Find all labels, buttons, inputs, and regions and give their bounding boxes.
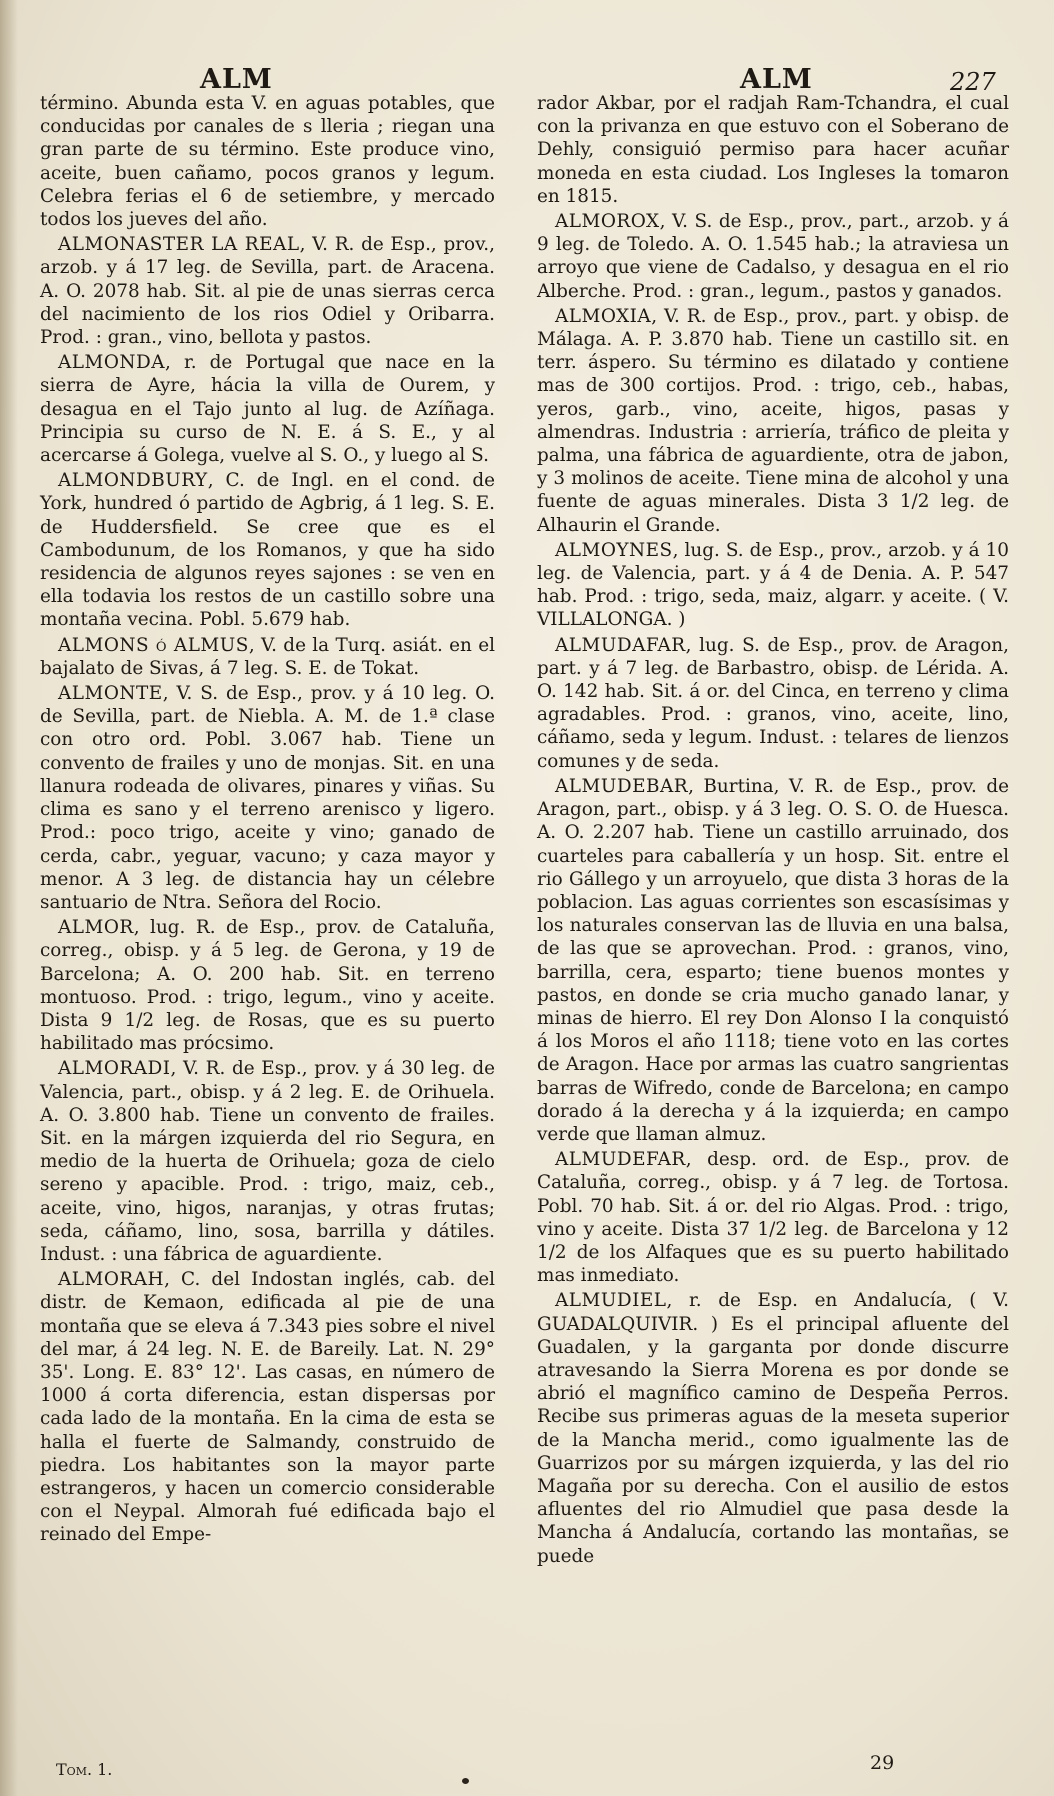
- entry-headword: ALMONDA: [58, 352, 166, 374]
- left-column: [40, 92, 495, 1549]
- entry-text: , V. S. de Esp., prov. y á 10 leg. O. de Sevilla, part. de Niebla. A. M. de 1.ª clase con otro ord. Pobl. 3.067 hab. Tiene un convento de frailes y uno de monjas. Sit. en una llanura rodeada de olivares, pinares y viñas. Su clima es sano y el terreno arenisco y ligero. Prod.: poco trigo, aceite y vino; ganado de cerda, cabr., yeguar, vacuno; y caza mayor y menor. A 3 leg. de distancia hay un célebre santuario de Ntra. Señora del Rocio.: [40, 683, 495, 913]
- entry-headword: ALMORAH: [58, 1269, 165, 1291]
- entry-headword: ALMONS ó ALMUS: [58, 634, 249, 656]
- entry-headword: ALMUDAFAR: [555, 634, 686, 656]
- entry-text: rador Akbar, por el radjah Ram-Tchandra, el cual con la privanza en que estuvo con el Soberano de Dehly, consiguió permiso para hacer acuñar moneda en esta ciudad. Los Ingleses la tomaron en 1815.: [537, 93, 1009, 207]
- entry-headword: ALMONTE: [58, 683, 163, 705]
- entry-text: término. Abunda esta V. en aguas potables, que conducidas por canales de s lleria ; riegan una gran parte de su término. Este produce vino, aceite, buen cañamo, pocos granos y legum. Celebra ferias el 6 de setiembre, y mercado todos los jueves del año.: [40, 93, 495, 231]
- entry-text: , r. de Esp. en Andalucía, ( V. GUADALQUIVIR. ) Es el principal afluente del Guadalen, y la garganta por donde discurre atravesando la Sierra Morena es por donde se abrió el magnífico camino de Despeña Perros. Recibe sus primeras aguas de la meseta superior de la Mancha merid., como igualmente las de Guarrizos por su márgen izquierda, y las del rio Magaña por su derecha. Con el ausilio de estos afluentes del rio Almudiel que pasa desde la Mancha á Andalucía, cortando las montañas, se puede: [537, 1290, 1009, 1567]
- entry-headword: ALMUDEBAR: [555, 775, 689, 797]
- entry-headword: ALMONDBURY: [58, 470, 208, 492]
- entry-text: , C. de Ingl. en el cond. de York, hundred ó partido de Agbrig, á 1 leg. S. E. de Huddersfield. Se cree que es el Cambodunum, de los Romanos, y que ha sido residencia de algunos reyes sajones : se ven en ella todavia los restos de un castillo sobre una montaña vecina. Pobl. 5.679 hab.: [40, 470, 495, 631]
- dictionary-entry: [537, 305, 1009, 537]
- entry-headword: ALMONASTER LA REAL: [58, 234, 300, 256]
- entry-text: , lug. R. de Esp., prov. de Cataluña, correg., obisp. y á 5 leg. de Gerona, y 19 de Barcelona; A. O. 200 hab. Sit. en terreno montuoso. Prod. : trigo, legum., vino y aceite. Dista 9 1/2 leg. de Rosas, que es su puerto habilitado mas prócsimo.: [40, 917, 495, 1055]
- volume-mark: Tom. 1.: [56, 1760, 113, 1779]
- entry-text: , lug. S. de Esp., prov. de Aragon, part. y á 7 leg. de Barbastro, obisp. de Lérida. A. O. 142 hab. Sit. á or. del Cinca, en terreno y clima agradables. Prod. : granos, vino, aceite, lino, cáñamo, seda y legum. Indust. : telares de lienzos comunes y de seda.: [537, 634, 1009, 772]
- entry-text: , C. del Indostan inglés, cab. del distr. de Kemaon, edificada al pie de una montaña que se eleva á 7.343 pies sobre el nivel del mar, á 24 leg. N. E. de Bareily. Lat. N. 29° 35'. Long. E. 83° 12'. Las casas, en número de 1000 á corta diferencia, estan dispersas por cada lado de la montaña. En la cima de esta se halla el fuerte de Salmandy, construido de piedra. Los habitantes son la mayor parte estrangeros, y hacen un comercio considerable con el Neypal. Almorah fué edificada bajo el reinado del Empe-: [40, 1269, 495, 1546]
- signature-mark: 29: [870, 1752, 895, 1774]
- entry-headword: ALMOXIA: [555, 305, 652, 327]
- dictionary-entry: [40, 1268, 495, 1546]
- entry-text: , V. R. de Esp., prov. y á 30 leg. de Valencia, part., obisp. y á 2 leg. E. de Orihuela. A. O. 3.800 hab. Tiene un convento de frailes. Sit. en la márgen izquierda del rio Segura, en medio de la huerta de Orihuela; goza de cielo sereno y apacible. Prod. : trigo, maiz, ceb., aceite, vino, higos, naranjas, y otras frutas; seda, cáñamo, lino, sosa, barrilla y dátiles. Indust. : una fábrica de aguardiente.: [40, 1058, 495, 1265]
- entry-headword: ALMUDEFAR: [555, 1149, 686, 1171]
- entry-text: , desp. ord. de Esp., prov. de Cataluña, correg., obisp. y á 7 leg. de Tortosa. Pobl. 70 hab. Sit. á or. del rio Algas. Prod. : trigo, vino y aceite. Dista 37 1/2 leg. de Barcelona y 12 1/2 de los Alfaques que es su puerto habilitado mas inmediato.: [537, 1149, 1009, 1287]
- dictionary-entry: [537, 1148, 1009, 1287]
- entry-text: , V. S. de Esp., prov., part., arzob. y á 9 leg. de Toledo. A. O. 1.545 hab.; la atraviesa un arroyo que viene de Cadalso, y desagua en el rio Alberche. Prod. : gran., legum., pastos y ganados.: [537, 211, 1009, 302]
- dictionary-entry: [40, 634, 495, 680]
- dictionary-entry: [537, 92, 1009, 208]
- entry-text: , r. de Portugal que nace en la sierra de Ayre, hácia la villa de Ourem, y desagua en el Tajo junto al lug. de Azíñaga. Principia su curso de N. E. á S. E., y al acercarse á Golega, vuelve al S. O., y luego al S.: [40, 352, 495, 467]
- dictionary-entry: [40, 92, 495, 231]
- page-number: 227: [950, 68, 996, 96]
- dictionary-entry: [40, 351, 495, 467]
- entry-text: , Burtina, V. R. de Esp., prov. de Aragon, part., obisp. y á 3 leg. O. S. O. de Huesca. A. O. 2.207 hab. Tiene un castillo arruinado, dos cuarteles para caballería y un hosp. Sit. entre el rio Gállego y un arroyuelo, que dista 3 horas de la poblacion. Las aguas corrientes son escasísimas y los naturales conservan las de lluvia en una balsa, de las que se aprovechan. Prod. : granos, vino, barrilla, cera, esparto; tiene buenos montes y pastos, en donde se cria mucho ganado lanar, y minas de hierro. El rey Don Alonso I la conquistó á los Moros el año 1118; tiene voto en las cortes de Aragon. Hace por armas las cuatro sangrientas barras de Wifredo, conde de Barcelona; en campo dorado á la derecha y á la izquierda; en campo verde que llaman almuz.: [537, 775, 1009, 1145]
- dictionary-entry: [537, 1289, 1009, 1567]
- entry-headword: ALMORADI: [58, 1058, 171, 1080]
- entry-text: , V. de la Turq. asiát. en el bajalato de Sivas, á 7 leg. S. E. de Tokat.: [40, 634, 495, 679]
- entry-headword: ALMOROX: [555, 211, 660, 233]
- entry-text: , V. R. de Esp., prov., arzob. y á 17 leg. de Sevilla, part. de Aracena. A. O. 2078 hab. Sit. al pie de unas sierras cerca del nacimiento de los rios Odiel y Oribarra. Prod. : gran., vino, bellota y pastos.: [40, 234, 495, 349]
- dictionary-entry: [537, 210, 1009, 303]
- dictionary-entry: [40, 233, 495, 349]
- entry-text: , V. R. de Esp., prov., part. y obisp. de Málaga. A. P. 3.870 hab. Tiene un castillo sit. en terr. áspero. Su término es dilatado y contiene mas de 300 cortijos. Prod. : trigo, ceb., habas, yeros, garb., vino, aceite, higos, pasas y almendras. Industria : arriería, tráfico de pleita y palma, una fábrica de aguardiente, otra de jabon, y 3 molinos de aceite. Tiene mina de alcohol y una fuente de aguas minerales. Dista 3 1/2 leg. de Alhaurin el Grande.: [537, 305, 1009, 536]
- dictionary-entry: [40, 916, 495, 1055]
- dictionary-entry: [40, 469, 495, 631]
- entry-text: , lug. S. de Esp., prov., arzob. y á 10 leg. de Valencia, part. y á 4 de Denia. A. P. 547 hab. Prod. : trigo, seda, maiz, algarr. y aceite. ( V. VILLALONGA. ): [537, 539, 1009, 631]
- running-title-right: ALM: [740, 64, 813, 95]
- dictionary-entry: [537, 775, 1009, 1146]
- dictionary-entry: [537, 539, 1009, 632]
- dictionary-entry: [40, 682, 495, 914]
- dictionary-entry: [40, 1057, 495, 1266]
- entry-headword: ALMOR: [58, 917, 134, 939]
- right-column: [537, 92, 1009, 1570]
- entry-headword: ALMUDIEL: [555, 1290, 667, 1312]
- dictionary-entry: [537, 634, 1009, 773]
- ink-speck: [462, 1778, 469, 1784]
- binding-shadow: [0, 0, 18, 1796]
- running-title-left: ALM: [200, 64, 273, 95]
- entry-headword: ALMOYNES: [555, 539, 673, 561]
